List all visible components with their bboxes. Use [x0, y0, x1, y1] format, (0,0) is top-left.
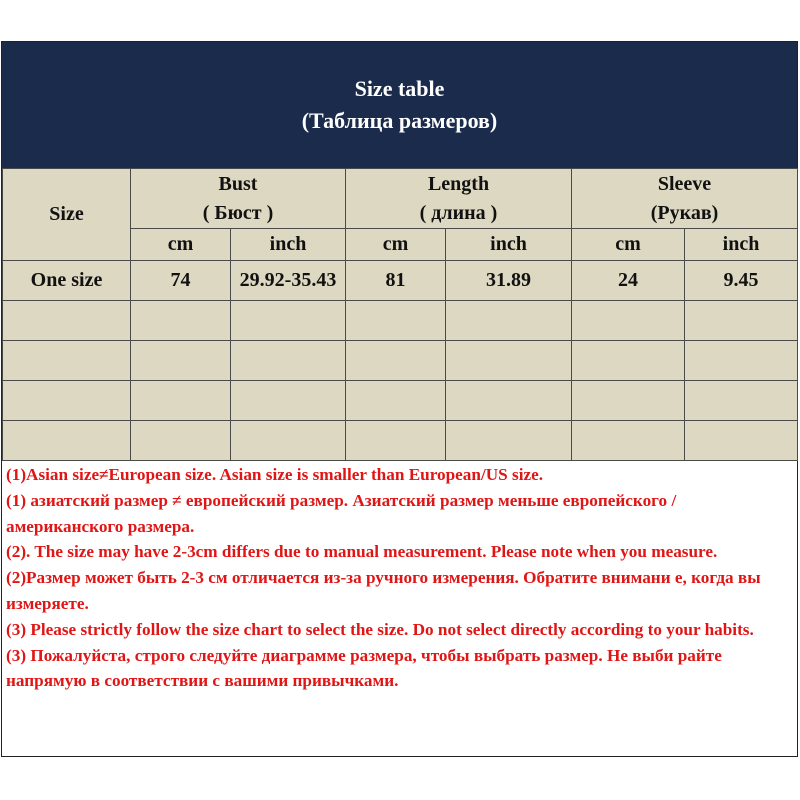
group-header-row	[3, 169, 798, 229]
size-chart	[1, 41, 798, 757]
empty-cell	[446, 341, 572, 381]
empty-cell	[346, 301, 446, 341]
bust-inch-cell: 29.92-35.43	[231, 261, 346, 301]
empty-cell	[346, 421, 446, 461]
note-1-en: (1)Asian size≠European size. Asian size is smaller than European/US size.	[6, 465, 544, 484]
table-subtitle: (Таблица размеров)	[301, 108, 498, 133]
sleeve-label-ru: (Рукав)	[650, 201, 719, 224]
empty-cell	[572, 381, 685, 421]
empty-cell	[346, 341, 446, 381]
empty-cell	[231, 421, 346, 461]
empty-cell	[131, 421, 231, 461]
length-label: Length	[427, 172, 490, 195]
note-2-ru: (2)Размер может быть 2-3 см отличается из-за ручного измерения. Обратите внимани е, когда вы измеряете.	[6, 568, 761, 613]
empty-cell	[3, 341, 131, 381]
empty-row	[3, 341, 798, 381]
note-3-en: (3) Please strictly follow the size chart to select the size. Do not select directly according to your habits.	[6, 619, 754, 639]
sleeve-inch-header: inch	[685, 229, 798, 261]
empty-cell	[131, 301, 231, 341]
note-1-ru: (1) азиатский размер ≠ европейский размер. Азиатский размер меньше европейского / американского размера.	[6, 490, 677, 536]
bust-cm-header: cm	[131, 229, 231, 261]
empty-cell	[446, 381, 572, 421]
bust-cm-cell: 74	[131, 261, 231, 301]
empty-cell	[131, 381, 231, 421]
bust-header	[131, 169, 346, 229]
length-header	[346, 169, 572, 229]
length-label-ru: ( длина )	[419, 201, 498, 224]
sleeve-inch-cell: 9.45	[685, 261, 798, 301]
length-inch-header: inch	[446, 229, 572, 261]
bust-label-ru: ( Бюст )	[202, 201, 274, 224]
empty-row	[3, 301, 798, 341]
size-notes	[2, 460, 797, 756]
note-3-ru: (3) Пожалуйста, строго следуйте диаграмме размера, чтобы выбрать размер. Не выби райте напрямую в соответствии с вашими привычками.	[6, 645, 722, 691]
empty-cell	[685, 341, 798, 381]
empty-cell	[572, 341, 685, 381]
empty-cell	[131, 341, 231, 381]
empty-row	[3, 421, 798, 461]
empty-cell	[685, 421, 798, 461]
empty-cell	[446, 421, 572, 461]
empty-cell	[3, 301, 131, 341]
sleeve-cm-header: cm	[572, 229, 685, 261]
empty-cell	[231, 301, 346, 341]
empty-cell	[231, 341, 346, 381]
table-header	[2, 42, 797, 168]
length-cm-cell: 81	[346, 261, 446, 301]
empty-cell	[685, 301, 798, 341]
sleeve-label: Sleeve	[657, 172, 712, 195]
note-2-en: (2). The size may have 2-3cm differs due to manual measurement. Please note when you measure.	[6, 542, 718, 562]
empty-cell	[446, 301, 572, 341]
size-table	[2, 168, 798, 461]
empty-cell	[231, 381, 346, 421]
empty-cell	[346, 381, 446, 421]
bust-inch-header: inch	[231, 229, 346, 261]
empty-cell	[3, 421, 131, 461]
table-row	[3, 261, 798, 301]
empty-cell	[572, 421, 685, 461]
size-column-header: Size	[3, 169, 131, 261]
empty-cell	[685, 381, 798, 421]
length-inch-cell: 31.89	[446, 261, 572, 301]
sleeve-cm-cell: 24	[572, 261, 685, 301]
empty-cell	[3, 381, 131, 421]
bust-label: Bust	[218, 172, 258, 195]
size-cell: One size	[3, 261, 131, 301]
table-title: Size table	[354, 76, 445, 101]
sleeve-header	[572, 169, 798, 229]
empty-row	[3, 381, 798, 421]
length-cm-header: cm	[346, 229, 446, 261]
empty-cell	[572, 301, 685, 341]
